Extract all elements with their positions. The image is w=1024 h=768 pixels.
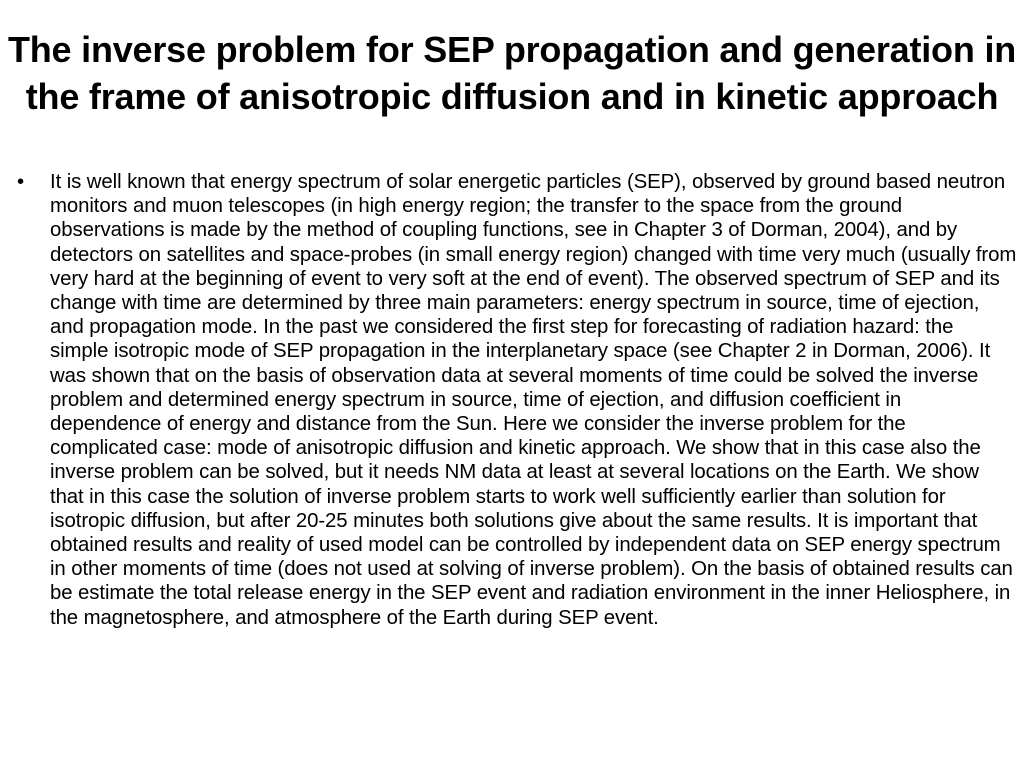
bullet-item xyxy=(17,170,1017,630)
bullet-text: It is well known that energy spectrum of solar energetic particles (SEP), observed by ground based neutron monitors and muon telescopes (in high energy region; the transfer to the space from the ground observations is made by the method of coupling functions, see in Chapter 3 of Dorman, 2004), and by detectors on satellites and space-probes (in small energy region) changed with time very much (usually from very hard at the beginning of event to very soft at the end of event). The observed spectrum of SEP and its change with time are determined by three main parameters: energy spectrum in source, time of ejection, and propagation mode. In the past we considered the first step for forecasting of radiation hazard: the simple isotropic mode of SEP propagation in the interplanetary space (see Chapter 2 in Dorman, 2006). It was shown that on the basis of observation data at several moments of time could be solved the inverse problem and determined energy spectrum in source, time of ejection, and diffusion coefficient in dependence of energy and distance from the Sun. Here we consider the inverse problem for the complicated case: mode of anisotropic diffusion and kinetic approach. We show that in this case also the inverse problem can be solved, but it needs NM data at least at several locations on the Earth. We show that in this case the solution of inverse problem starts to work well sufficiently earlier than solution for isotropic diffusion, but after 20-25 minutes both solutions give about the same results. It is important that obtained results and reality of used model can be controlled by independent data on SEP energy spectrum in other moments of time (does not used at solving of inverse problem). On the basis of obtained results can be estimate the total release energy in the SEP event and radiation environment in the inner Heliosphere, in the magnetosphere, and atmosphere of the Earth during SEP event. xyxy=(50,171,1017,629)
bullet-list xyxy=(17,170,1017,630)
bullet-marker: • xyxy=(17,171,25,193)
slide-title: The inverse problem for SEP propagation and generation in the frame of anisotropic diffusion and in kinetic approach xyxy=(7,29,1017,117)
